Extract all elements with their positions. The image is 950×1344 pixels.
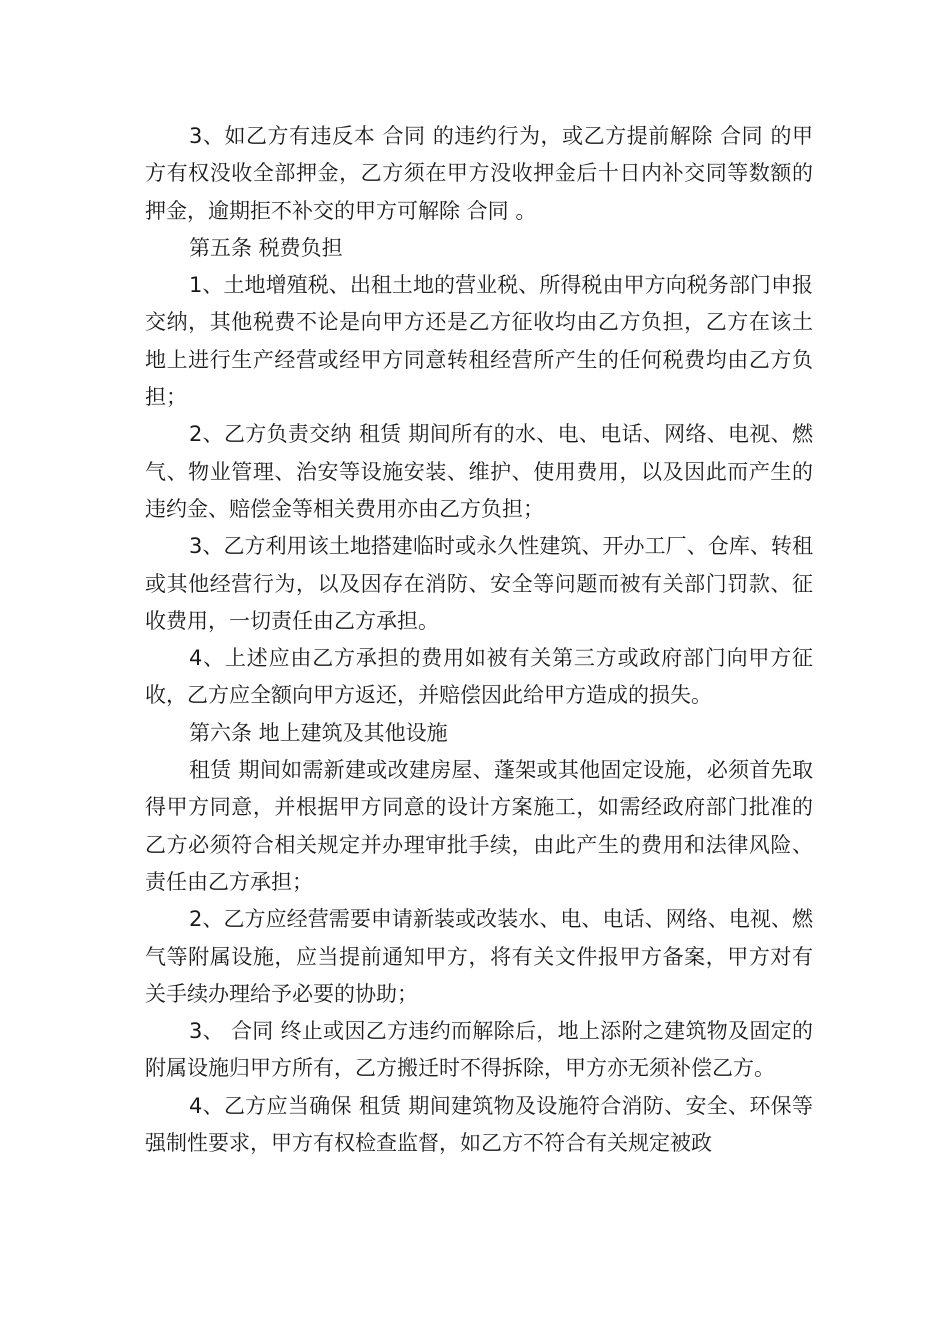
paragraph-tax-clause-2: 2、乙方负责交纳 租赁 期间所有的水、电、电话、网络、电视、燃气、物业管理、治安等设施安装、维护、使用费用，以及因此而产生的违约金、赔偿金等相关费用亦由乙方负担； [145,422,813,521]
paragraph-deposit-clause-3: 3、如乙方有违反本 合同 的违约行为，或乙方提前解除 合同 的甲方有权没收全部押金，乙方须在甲方没收押金后十日内补交同等数额的押金，逾期拒不补交的甲方可解除 合同 。 [145,124,813,223]
document-body [145,118,813,1162]
paragraph-building-clause-4: 4、乙方应当确保 租赁 期间建筑物及设施符合消防、安全、环保等强制性要求，甲方有权检查监督，如乙方不符合有关规定被政 [145,1093,813,1156]
article-5-heading: 第五条 税费负担 [189,235,343,260]
paragraph-building-clause-1: 租赁 期间如需新建或改建房屋、蓬架或其他固定设施，必须首先取得甲方同意，并根据甲方同意的设计方案施工，如需经政府部门批准的乙方必须符合相关规定并办理审批手续，由此产生的费用和法律风险、责任由乙方承担； [145,758,813,894]
paragraph-tax-clause-3: 3、乙方利用该土地搭建临时或永久性建筑、开办工厂、仓库、转租或其他经营行为，以及因存在消防、安全等问题而被有关部门罚款、征收费用，一切责任由乙方承担。 [145,534,813,633]
paragraph-building-clause-2: 2、乙方应经营需要申请新装或改装水、电、电话、网络、电视、燃气等附属设施，应当提前通知甲方，将有关文件报甲方备案，甲方对有关手续办理给予必要的协助； [145,907,813,1006]
paragraph-tax-clause-4: 4、上述应由乙方承担的费用如被有关第三方或政府部门向甲方征收，乙方应全额向甲方返还，并赔偿因此给甲方造成的损失。 [145,646,813,708]
paragraph-building-clause-3: 3、 合同 终止或因乙方违约而解除后，地上添附之建筑物及固定的附属设施归甲方所有，乙方搬迁时不得拆除，甲方亦无须补偿乙方。 [145,1019,813,1081]
article-6-heading: 第六条 地上建筑及其他设施 [189,720,448,745]
paragraph-tax-clause-1: 1、土地增殖税、出租土地的营业税、所得税由甲方向税务部门申报交纳，其他税费不论是向甲方还是乙方征收均由乙方负担，乙方在该土地上进行生产经营或经甲方同意转租经营所产生的任何税费均由乙方负担； [145,273,813,410]
